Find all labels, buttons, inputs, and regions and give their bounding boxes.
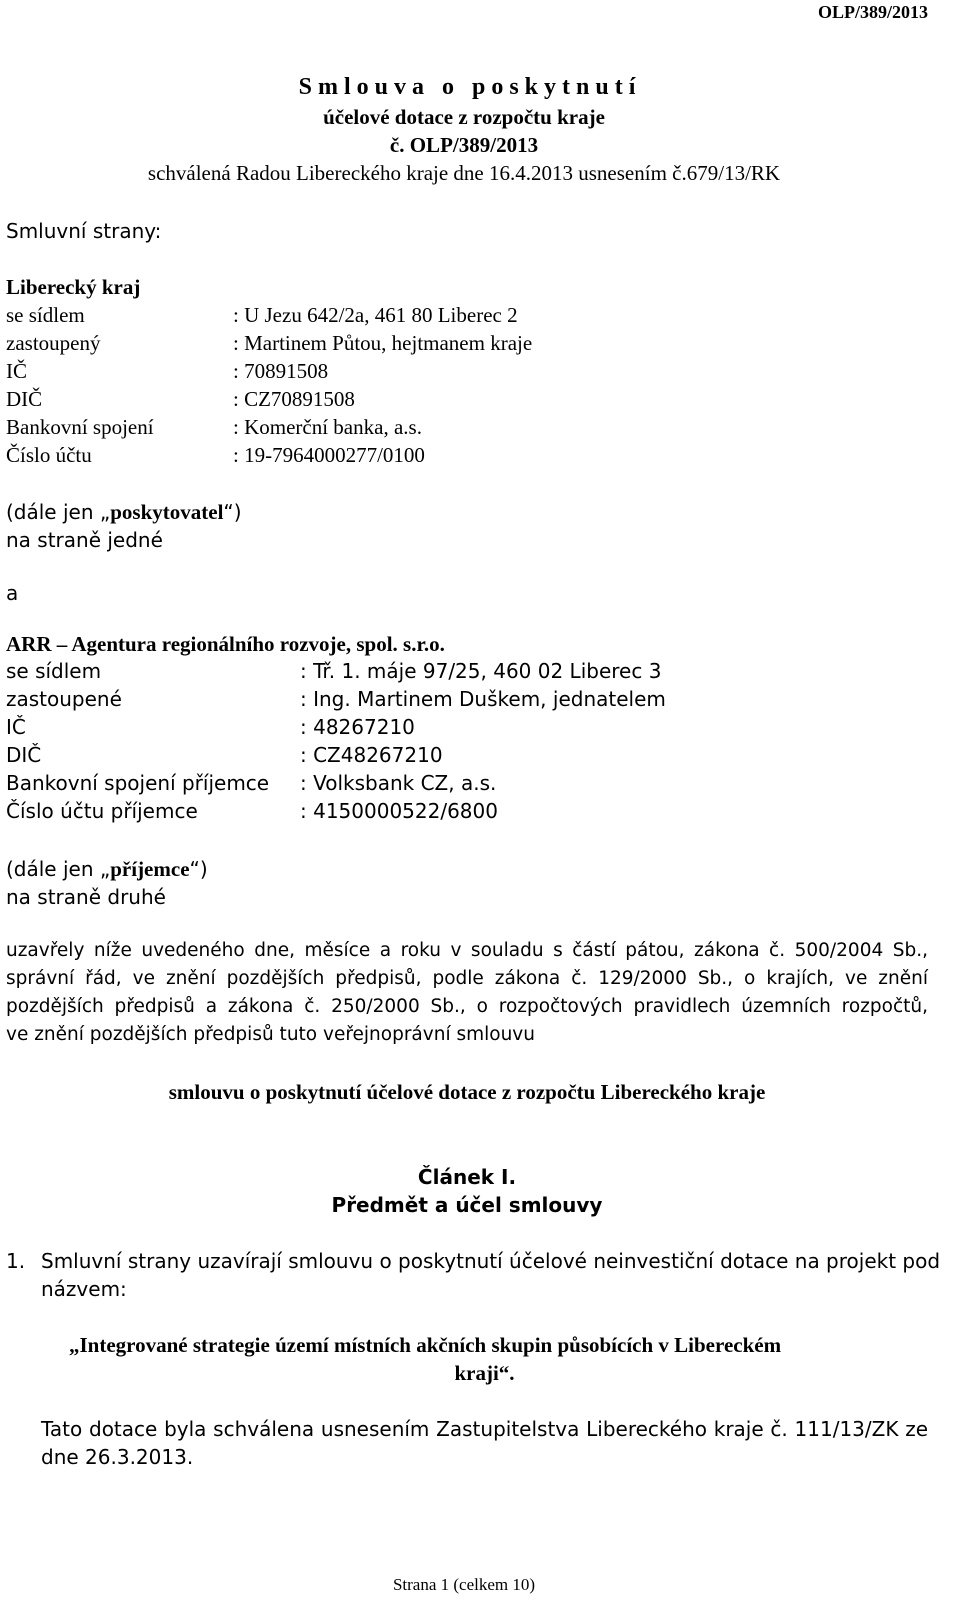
item1-line-2: názvem: — [41, 1277, 127, 1301]
party2-value-dic: : CZ48267210 — [300, 743, 443, 767]
party1-label-ic: IČ — [6, 359, 27, 383]
party1-role-suffix: “) — [223, 500, 242, 524]
project-name-line-1: „Integrované strategie území místních akčních skupin působících v Libereckém — [69, 1333, 782, 1357]
party2-name: ARR – Agentura regionálního rozvoje, spol. s.r.o. — [6, 632, 445, 656]
project-name-line-2: kraji“. — [454, 1361, 515, 1385]
party1-role — [6, 500, 242, 525]
party2-role — [6, 857, 208, 882]
party2-role-prefix: (dále jen „ — [6, 857, 111, 881]
party2-label-account: Číslo účtu příjemce — [6, 799, 198, 823]
conjunction-and: a — [6, 581, 19, 605]
contract-heading: S m l o u v a o p o s k y t n u t í — [298, 74, 636, 100]
party1-label-dic: DIČ — [6, 387, 43, 411]
party1-value-seat: : U Jezu 642/2a, 461 80 Liberec 2 — [233, 303, 518, 327]
article-title: Předmět a účel smlouvy — [331, 1193, 603, 1217]
party2-role-suffix: “) — [189, 857, 208, 881]
party1-value-representative: : Martinem Půtou, hejtmanem kraje — [233, 331, 533, 355]
preamble-line-2: správní řád, ve znění pozdějších předpisů, podle zákona č. 129/2000 Sb., o krajích, ve znění — [6, 968, 928, 989]
approval-line-2: dne 26.3.2013. — [41, 1445, 194, 1469]
party2-role-name: příjemce — [110, 857, 190, 881]
party1-label-representative: zastoupený — [6, 331, 101, 355]
party2-label-representative: zastoupené — [6, 687, 122, 711]
item1-number: 1. — [6, 1249, 26, 1273]
party2-label-seat: se sídlem — [6, 659, 102, 683]
party2-label-bank: Bankovní spojení příjemce — [6, 771, 270, 795]
party2-value-representative: : Ing. Martinem Duškem, jednatelem — [300, 687, 666, 711]
parties-label: Smluvní strany: — [6, 219, 162, 243]
party2-label-ic: IČ — [6, 715, 26, 739]
document-reference: OLP/389/2013 — [817, 2, 928, 22]
party1-label-seat: se sídlem — [6, 303, 85, 327]
party1-label-bank: Bankovní spojení — [6, 415, 154, 439]
party2-value-ic: : 48267210 — [300, 715, 415, 739]
party1-label-account: Číslo účtu — [6, 443, 92, 467]
preamble-line-3: pozdějších předpisů a zákona č. 250/2000 Sb., o rozpočtových pravidlech územních rozpočtů, — [6, 996, 928, 1017]
party2-value-seat: : Tř. 1. máje 97/25, 460 02 Liberec 3 — [300, 659, 662, 683]
party2-label-dic: DIČ — [6, 743, 42, 767]
approval-note: schválená Radou Libereckého kraje dne 16.4.2013 usnesením č.679/13/RK — [147, 161, 781, 185]
party1-side: na straně jedné — [6, 528, 163, 552]
preamble-line-1: uzavřely níže uvedeného dne, měsíce a roku v souladu s částí pátou, zákona č. 500/2004 Sb., — [6, 940, 928, 961]
party1-value-dic: : CZ70891508 — [233, 387, 355, 411]
party1-role-prefix: (dále jen „ — [6, 500, 111, 524]
party1-value-account: : 19-7964000277/0100 — [233, 443, 425, 467]
contract-number: č. OLP/389/2013 — [389, 133, 539, 157]
preamble-line-4: ve znění pozdějších předpisů tuto veřejnoprávní smlouvu — [6, 1024, 535, 1045]
article-number: Článek I. — [417, 1165, 517, 1189]
item1-line-1: Smluvní strany uzavírají smlouvu o poskytnutí účelové neinvestiční dotace na projekt pod — [41, 1249, 941, 1273]
party2-side: na straně druhé — [6, 885, 166, 909]
party1-value-ic: : 70891508 — [233, 359, 329, 383]
contract-title: smlouvu o poskytnutí účelové dotace z rozpočtu Libereckého kraje — [168, 1080, 766, 1104]
party2-value-bank: : Volksbank CZ, a.s. — [300, 771, 497, 795]
party1-value-bank: : Komerční banka, a.s. — [233, 415, 422, 439]
party2-value-account: : 4150000522/6800 — [300, 799, 498, 823]
page-footer: Strana 1 (celkem 10) — [392, 1575, 536, 1594]
party1-name: Liberecký kraj — [6, 275, 141, 299]
contract-subheading: účelové dotace z rozpočtu kraje — [323, 105, 605, 129]
approval-line-1: Tato dotace byla schválena usnesením Zastupitelstva Libereckého kraje č. 111/13/ZK ze — [41, 1417, 928, 1441]
party1-role-name: poskytovatel — [110, 500, 224, 524]
